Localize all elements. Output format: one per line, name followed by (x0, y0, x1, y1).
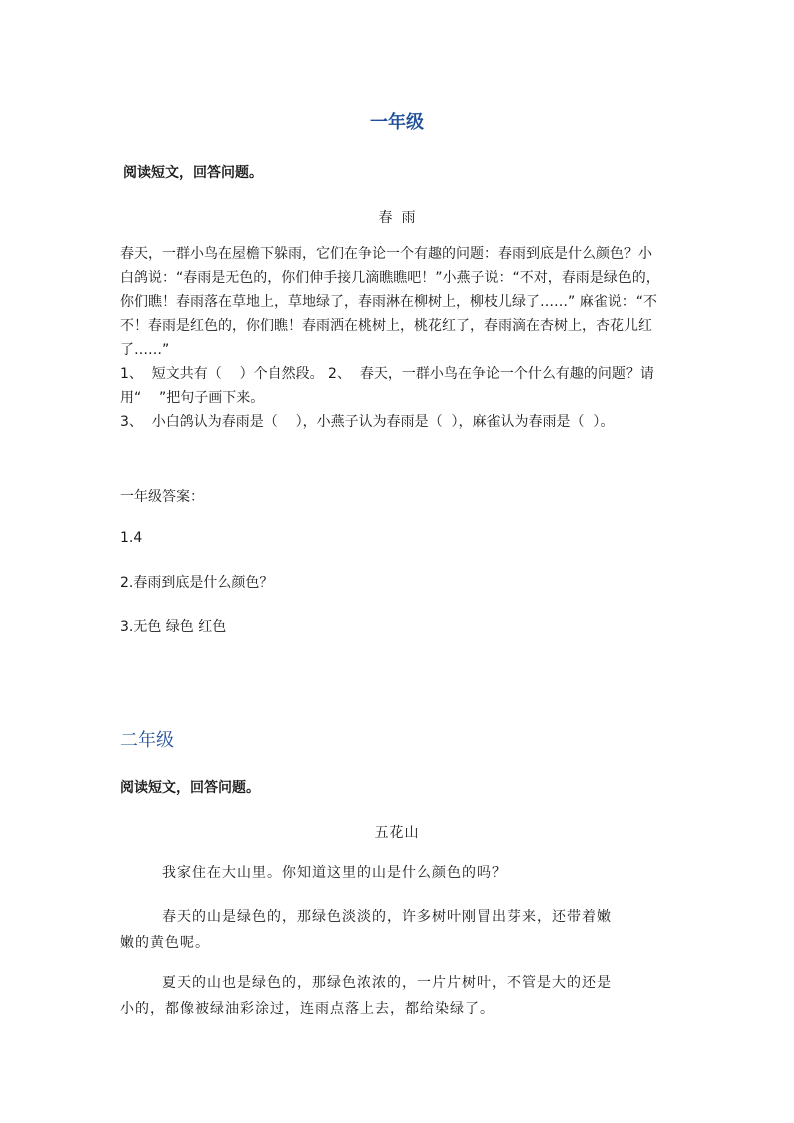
passage-line: 白鸽说：“春雨是无色的，你们伸手接几滴瞧瞧吧！”小燕子说：“不对，春雨是绿色的， (120, 270, 660, 286)
question-line: 1、 短文共有（ ）个自然段。 2、 春天，一群小鸟在争论一个什么有趣的问题？请 (120, 366, 654, 382)
grade1-answers-title: 一年级答案： (120, 489, 204, 505)
grade1-title: 一年级 (370, 112, 424, 133)
grade2-instruction: 阅读短文，回答问题。 (120, 780, 260, 796)
grade2-paragraph (120, 904, 680, 956)
answer-item: 3.无色 绿色 红色 (120, 619, 227, 635)
passage-line: 春天，一群小鸟在屋檐下躲雨，它们在争论一个有趣的问题：春雨到底是什么颜色？小 (120, 246, 652, 262)
paragraph-line: 我家住在大山里。你知道这里的山是什么颜色的吗？ (162, 865, 507, 881)
passage-line: 不！春雨是红色的，你们瞧！春雨洒在桃树上，桃花红了，春雨滴在杏树上，杏花儿红 (120, 318, 652, 334)
passage-line: 你们瞧！春雨落在草地上，草地绿了，春雨淋在柳树上，柳枝儿绿了……” 麻雀说：“不 (120, 294, 657, 310)
grade1-passage-title: 春 雨 (378, 210, 416, 226)
question-line: 用“ ”把句子画下来。 (120, 390, 265, 406)
grade2-passage-title: 五花山 (374, 825, 420, 841)
passage-line: 了……” (120, 342, 170, 358)
answer-item: 2.春雨到底是什么颜色？ (120, 575, 274, 591)
paragraph-line: 夏天的山也是绿色的，那绿色浓浓的，一片片树叶，不管是大的还是 (162, 975, 612, 991)
grade2-paragraph (120, 860, 680, 886)
paragraph-line: 春天的山是绿色的，那绿色淡淡的，许多树叶刚冒出芽来，还带着嫩 (162, 909, 612, 925)
paragraph-line: 嫩的黄色呢。 (120, 935, 210, 951)
answer-item: 1.4 (120, 530, 143, 546)
question-line: 3、 小白鸽认为春雨是（ ），小燕子认为春雨是（ ），麻雀认为春雨是（ ）。 (120, 414, 615, 430)
grade1-instruction: 阅读短文，回答问题。 (123, 165, 263, 181)
grade1-passage (120, 242, 680, 362)
grade2-paragraph (120, 970, 680, 1022)
grade1-questions (120, 362, 680, 434)
paragraph-line: 小的，都像被绿油彩涂过，连雨点落上去，都给染绿了。 (120, 1001, 495, 1017)
grade2-title: 二年级 (120, 730, 174, 751)
